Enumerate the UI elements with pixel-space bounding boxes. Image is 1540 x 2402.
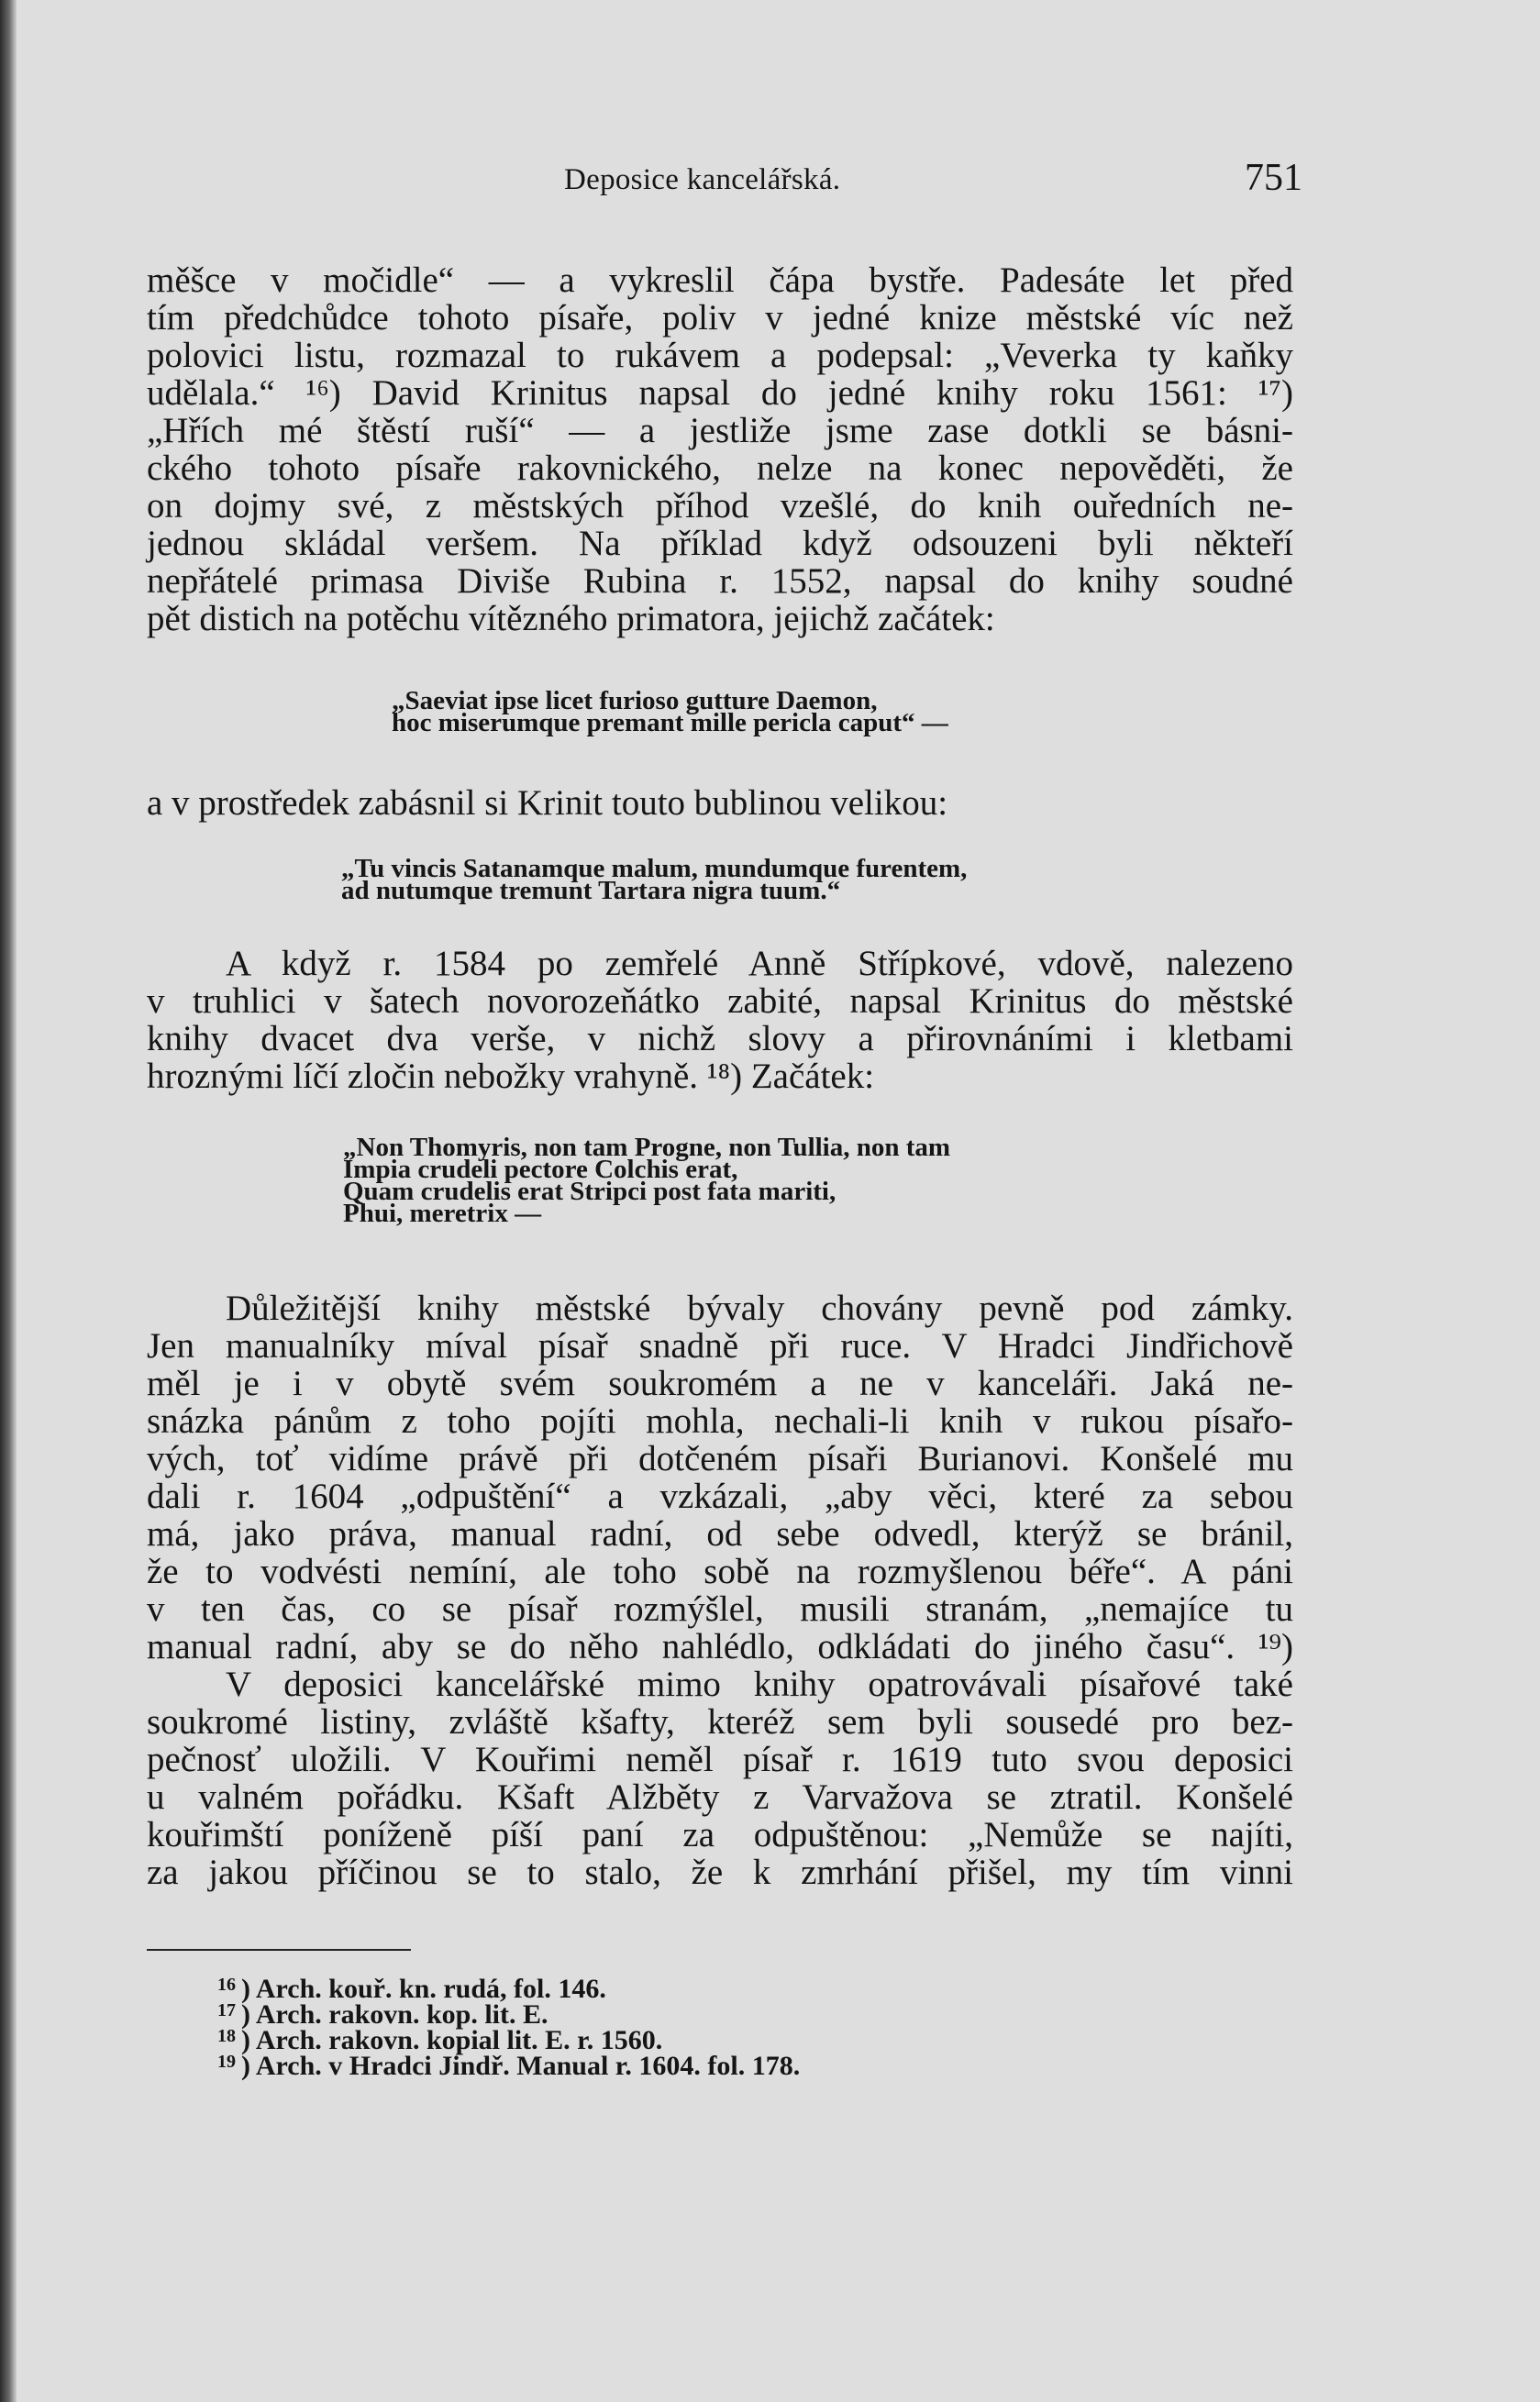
- paragraph-krinit: [147, 945, 1293, 1095]
- footnote-text: Arch. rakovn. kopial lit. E. r. 1560.: [255, 2025, 663, 2055]
- latin-quote-non-thomyris: [343, 1133, 951, 1228]
- text-line: polovici listu, rozmazal to rukávem a podepsal: „Veverka ty kaňky: [147, 336, 1293, 375]
- text-line: manual radní, aby se do něho nahlédlo, odkládati do jiného času“. ¹⁹): [147, 1627, 1293, 1666]
- text-line: on dojmy své, z městských příhod vzešlé, do knih ouředních ne-: [147, 486, 1293, 526]
- text-line: snázka pánům z toho pojíti mohla, nechali-li knih v rukou písařo-: [147, 1401, 1293, 1441]
- scan-page-edge: [0, 0, 17, 2402]
- text-line: nepřátelé primasa Diviše Rubina r. 1552, napsal do knihy soudné: [147, 561, 1293, 601]
- text-line: že to vodvésti nemíní, ale toho sobě na rozmyšlenou béře“. A páni: [147, 1552, 1293, 1591]
- text-line: má, jako práva, manual radní, od sebe odvedl, kterýž se bránil,: [147, 1514, 1293, 1554]
- text-line: v truhlici v šatech novorozeňátko zabité, napsal Krinitus do městské: [147, 981, 1293, 1021]
- text-line: měšce v močidle“ — a vykreslil čápa bystře. Padesáte let před: [147, 260, 1293, 300]
- footnote-number: 19: [217, 2052, 236, 2072]
- footnote-number: 16: [217, 1975, 236, 1995]
- running-head: Deposice kancelářská.: [564, 163, 841, 196]
- paragraph-bublina: [147, 784, 1293, 822]
- text-line: knihy dvacet dva verše, v nichž slovy a přirovnáními i kletbami: [147, 1019, 1293, 1058]
- quote-line: Phui, meretrix —: [343, 1199, 542, 1228]
- footnote-18: $^{18}$ ) Arch. rakovn. kopial lit. E. r. 1560.: [217, 2025, 663, 2055]
- footnote-text: Arch. kouř. kn. rudá, fol. 146.: [255, 1974, 606, 2004]
- text-line: kouřimští poníženě píší paní za odpuštěnou: „Nemůže se najíti,: [147, 1815, 1293, 1854]
- text-line: udělala.“ ¹⁶) David Krinitus napsal do jedné knihy roku 1561: ¹⁷): [147, 373, 1293, 413]
- latin-quote-tu-vincis: [341, 854, 968, 905]
- quote-line: ad nutumque tremunt Tartara nigra tuum.“: [341, 876, 841, 905]
- paragraph-dulezitejsi: [147, 1290, 1293, 1891]
- quote-line: „Saeviat ipse licet furioso gutture Daemon,: [392, 686, 878, 715]
- text-line: dali r. 1604 „odpuštění“ a vzkázali, „aby věci, které za sebou: [147, 1477, 1293, 1516]
- text-line: v ten čas, co se písař rozmýšlel, musili stranám, „nemajíce tu: [147, 1589, 1293, 1629]
- quote-line: hoc miserumque premant mille pericla caput“ —: [392, 708, 948, 737]
- footnotes: [217, 1972, 801, 2081]
- quote-line: Quam crudelis erat Stripci post fata mariti,: [343, 1177, 836, 1206]
- text-line: jednou skládal veršem. Na příklad když odsouzeni byli někteří: [147, 524, 1293, 563]
- text-line: vých, toť vidíme právě při dotčeném písaři Burianovi. Konšelé mu: [147, 1439, 1293, 1478]
- text-line: pět distich na potěchu vítězného primatora, jejichž začátek:: [147, 599, 995, 638]
- text-line: Důležitější knihy městské bývaly chovány pevně pod zámky.: [226, 1289, 1293, 1328]
- text-line: „Hřích mé štěstí ruší“ — a jestliže jsme zase dotkli se básni-: [147, 411, 1293, 450]
- text-line: měl je i v obytě svém soukromém a ne v kanceláři. Jaká ne-: [147, 1364, 1293, 1403]
- text-line: tím předchůdce tohoto písaře, poliv v jedné knize městské víc než: [147, 298, 1293, 338]
- footnote-number: 18: [217, 2026, 236, 2046]
- quote-line: „Tu vincis Satanamque malum, mundumque furentem,: [341, 854, 968, 883]
- text-line: hroznými líčí zločin nebožky vrahyně. ¹⁸) Začátek:: [147, 1057, 875, 1096]
- footnote-text: Arch. rakovn. kop. lit. E.: [255, 1999, 548, 2030]
- text-line: u valném pořádku. Kšaft Alžběty z Varvažova se ztratil. Konšelé: [147, 1777, 1293, 1817]
- footnote-19: $^{19}$ ) Arch. v Hradci Jindř. Manual r. 1604. fol. 178.: [217, 2051, 801, 2081]
- page-header: [147, 147, 1302, 202]
- latin-quote-saeviat: [392, 686, 948, 737]
- page-number: 751: [1245, 157, 1302, 199]
- text-line: za jakou příčinou se to stalo, že k zmrhání přišel, my tím vinni: [147, 1853, 1293, 1892]
- text-line: a v prostředek zabásnil si Krinit touto bublinou velikou:: [147, 783, 948, 823]
- footnote-16: $^{16}$ ) Arch. kouř. kn. rudá, fol. 146.: [217, 1974, 606, 2004]
- text-line: ckého tohoto písaře rakovnického, nelze na konec nepověděti, že: [147, 448, 1293, 488]
- footnote-number: 17: [217, 2000, 236, 2020]
- footnote-rule: [147, 1949, 411, 1951]
- footnote-text: Arch. v Hradci Jindř. Manual r. 1604. fol. 178.: [255, 2051, 801, 2081]
- paragraph-main: [147, 261, 1293, 637]
- text-line: A když r. 1584 po zemřelé Anně Střípkové, vdově, nalezeno: [226, 944, 1293, 983]
- text-line: pečnosť uložili. V Kouřimi neměl písař r. 1619 tuto svou deposici: [147, 1740, 1293, 1779]
- quote-line: Impia crudeli pectore Colchis erat,: [343, 1155, 738, 1184]
- footnote-17: $^{17}$ ) Arch. rakovn. kop. lit. E.: [217, 1999, 548, 2030]
- quote-line: „Non Thomyris, non tam Progne, non Tullia, non tam: [343, 1133, 951, 1162]
- text-line: Jen manualníky míval písař snadně při ruce. V Hradci Jindřichově: [147, 1326, 1293, 1366]
- text-line: soukromé listiny, zvláště kšafty, kteréž sem byli sousedé pro bez-: [147, 1702, 1293, 1742]
- text-line: V deposici kancelářské mimo knihy opatrovávali písařové také: [226, 1665, 1293, 1704]
